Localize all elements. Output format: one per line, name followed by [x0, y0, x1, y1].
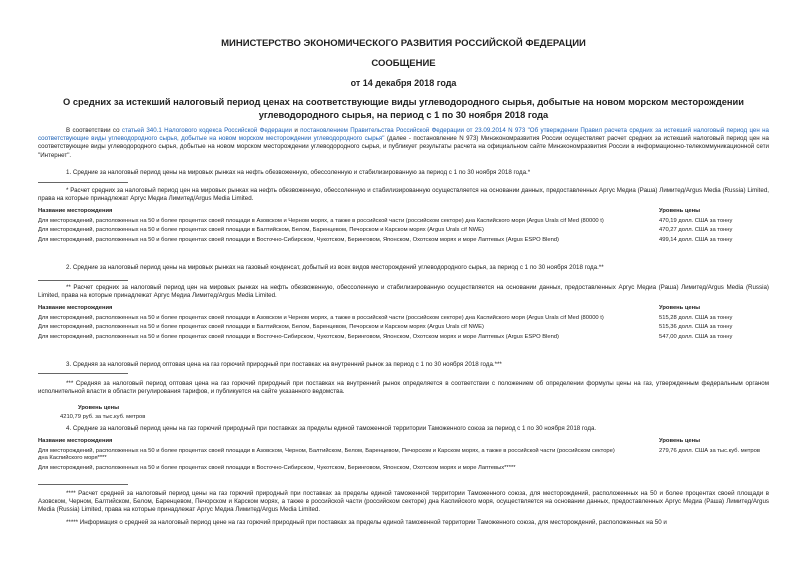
table-row [38, 237, 769, 247]
table-header [38, 438, 769, 448]
table-header [38, 305, 769, 315]
resolution-link[interactable]: постановлением Правительства Российской Федерации от 23.09.2014 N 973 "Об утверждении Правил расчета средних за истекший налоговый период цен на соответствующие виды углеводородного сырья, добытые на новом морском месторождении углеводородного сырья" [38, 127, 769, 143]
section2-table [38, 305, 769, 343]
section1-footnote: * Расчет средних за налоговый период цен на мировых рынках на нефть обезвоженную, обессоленную и стабилизированную осуществляется на основании данных, предоставленных Аргус Медиа (Раша) Лимитед/Argus Media (Russia) Limited, права на которые принадлежат Аргус Медиа Лимитед/Argus Media Limited. [38, 187, 769, 203]
section3-price-header: Уровень цены [78, 405, 120, 411]
table-row [38, 465, 769, 475]
ministry-heading: МИНИСТЕРСТВО ЭКОНОМИЧЕСКОГО РАЗВИТИЯ РОССИЙСКОЙ ФЕДЕРАЦИИ [221, 38, 586, 49]
field-price: 515,36 долл. США за тонну [659, 324, 733, 331]
section1-heading: 1. Средние за налоговый период цены на мировых рынках на нефть обезвоженную, обессоленную и стабилизированную за период с 1 по 30 ноября 2018 года.* [66, 169, 531, 176]
section3-price: 4210,79 руб. за тыс.куб. метров [60, 414, 146, 420]
section2-footnote: ** Расчет средних за налоговый период цен на мировых рынках на нефть обезвоженную, обессоленную и стабилизированную осуществляется на основании данных, предоставленных Аргус Медиа (Раша) Лимитед/Argus Media (Russia) Limited, права на которые принадлежат Аргус Медиа Лимитед/Argus Media Limited. [38, 284, 769, 300]
col-price-header: Уровень цены [659, 438, 701, 444]
footnote-divider [38, 373, 128, 374]
field-price: 279,76 долл. США за тыс.куб. метров [659, 447, 760, 454]
intro-text-a: В соответствии со [66, 127, 122, 134]
footnote-divider [38, 280, 128, 281]
col-price-header: Уровень цены [659, 208, 701, 214]
field-name: Для месторождений, расположенных на 50 и более процентах своей площади в Балтийском, Белом, Баренцевом, Печорском и Карском морях (Argus Urals cif NWE) [38, 324, 484, 331]
col-price-header: Уровень цены [659, 305, 701, 311]
section2-heading: 2. Средние за налоговый период цены на мировых рынках на газовый конденсат, добытый из всех видов месторождений углеводородного сырья, за период с 1 по 30 ноября 2018 года.** [66, 264, 604, 271]
field-name: Для месторождений, расположенных на 50 и более процентах своей площади в Восточно-Сибирском, Чукотском, Беринговом, Японском, Охотском морях и море Лаптевых (Argus ESPO Blend) [38, 236, 559, 243]
section4-heading: 4. Средние за налоговый период цены на газ горючий природный при поставках за пределы единой таможенной территории Таможенного союза за период с 1 по 30 ноября 2018 года. [66, 425, 597, 432]
field-price: 499,14 долл. США за тонну [659, 236, 733, 243]
table-row [38, 324, 769, 334]
footnote-divider [38, 484, 128, 485]
field-price: 547,00 долл. США за тонну [659, 333, 733, 340]
field-name: Для месторождений, расположенных на 50 и более процентах своей площади в Восточно-Сибирском, Чукотском, Беринговом, Японском, Охотском морях и море Лаптевых (Argus ESPO Blend) [38, 333, 559, 340]
field-price [659, 465, 769, 475]
section4-footnote-2: ***** Информация о средней за налоговый период цене на газ горючий природный при поставках за пределы единой таможенной территории Таможенного союза, для месторождений, расположенных на 50 и [66, 519, 667, 526]
field-name: Для месторождений, расположенных на 50 и более процентах своей площади в Азовском и Черном морях, а также в российской части (российском секторе) дна Каспийского моря (Argus Urals cif Med (80000 t) [38, 217, 604, 224]
table-row [38, 227, 769, 237]
field-name: Для месторождений, расположенных на 50 и более процентах своей площади в Азовском и Черном морях, а также в российской части (российском секторе) дна Каспийского моря (Argus Urals cif Med (80000 t) [38, 314, 604, 321]
field-price: 515,28 долл. США за тонну [659, 314, 733, 321]
col-name-header: Название месторождения [38, 208, 113, 214]
table-header [38, 208, 769, 218]
doc-title: О средних за истекший налоговый период ценах на соответствующие виды углеводородного сырья, добытые на новом морском месторождении углеводородного сырья, на период с 1 по 30 ноября 2018 года [63, 97, 744, 120]
field-name: Для месторождений, расположенных на 50 и более процентах своей площади в Азовском, Черном, Балтийском, Белом, Баренцевом, Печорском и Карском морях, а также в российской части (российском секторе) дна Каспийского моря**** [38, 447, 615, 462]
field-price: 470,27 долл. США за тонну [659, 227, 733, 234]
section3-footnote: *** Средняя за налоговый период оптовая цена на газ горючий природный при поставках на внутренний рынок определяется в соответствии с положением об определении формулы цены на газ, утвержденным федеральным органом исполнительной власти в области регулирования тарифов, и публикуется на сайте указанного ведомства. [38, 380, 769, 396]
doc-type-heading: СООБЩЕНИЕ [371, 58, 436, 69]
field-price: 470,19 долл. США за тонну [659, 217, 733, 224]
section3-heading: 3. Средняя за налоговый период оптовая цена на газ горючий природный при поставках на внутренний рынок за период с 1 по 30 ноября 2018 года.*** [66, 361, 502, 368]
intro-paragraph [38, 127, 769, 160]
col-name-header: Название месторождения [38, 305, 113, 311]
footnote-divider [38, 182, 128, 183]
table-row [38, 448, 769, 465]
tax-code-link[interactable]: статьей 340.1 Налогового кодекса Российской Федерации [121, 127, 293, 134]
field-name: Для месторождений, расположенных на 50 и более процентах своей площади в Балтийском, Белом, Баренцевом, Печорском и Карском морях (Argus Urals cif NWE) [38, 227, 484, 234]
field-name: Для месторождений, расположенных на 50 и более процентах своей площади в Восточно-Сибирском, Чукотском, Беринговом, Японском, Охотском морях и море Лаптевых***** [38, 464, 516, 471]
doc-date: от 14 декабря 2018 года [350, 78, 457, 88]
table-row [38, 315, 769, 325]
intro-text-c: (далее - постановление N 973) Минэкономразвития России осуществляет расчет средних за истекший налоговый период цен на соответствующие виды углеводородного сырья, добытые на новом морском месторождении углеводородного сырья, и публикует результаты расчета на официальном сайте Минэкономразвития России в информационно-телекоммуникационной сети "Интернет". [38, 135, 769, 159]
section4-table [38, 438, 769, 474]
table-row [38, 334, 769, 344]
section1-table [38, 208, 769, 246]
intro-text-b: и [292, 127, 301, 134]
col-name-header: Название месторождения [38, 438, 113, 444]
section4-footnote-1: **** Расчет средней за налоговый период цены на газ горючий природный при поставках за пределы единой таможенной территории Таможенного союза, для месторождений, расположенных на 50 и более процентах своей площади в Азовском, Черном, Балтийском, Белом, Баренцевом, Печорском и Карском морях, а также в российской части (российском секторе) дна Каспийского моря, осуществляется на основании данных, предоставленных Аргус Медиа (Раша) Лимитед/Argus Media (Russia) Limited, права на которые принадлежат Аргус Медиа Лимитед/Argus Media Limited. [38, 490, 769, 514]
table-row [38, 218, 769, 228]
